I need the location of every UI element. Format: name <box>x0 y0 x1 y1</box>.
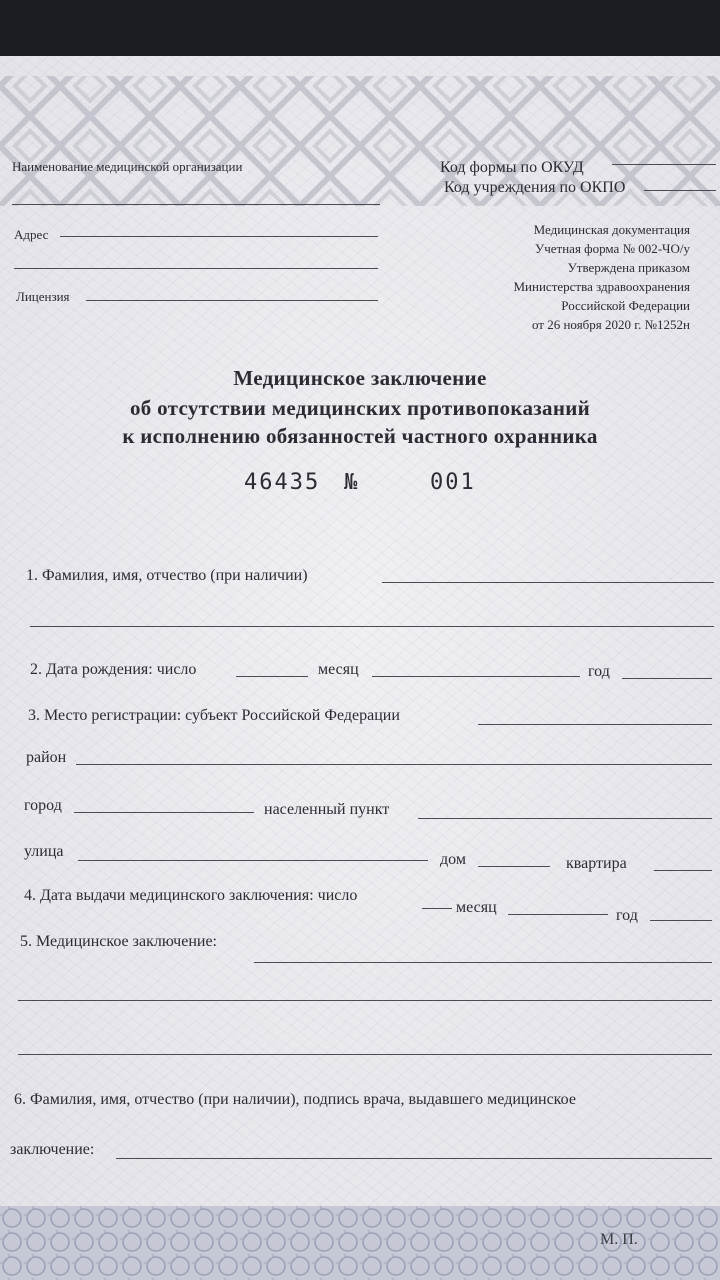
license-label: Лицензия <box>16 289 70 304</box>
conclusion-line-1[interactable] <box>254 962 712 963</box>
field-1-line[interactable] <box>382 582 714 583</box>
birth-month-label: месяц <box>318 661 359 678</box>
doc-number-sign: № <box>344 470 360 495</box>
birth-month-line[interactable] <box>372 676 580 677</box>
conclusion-line-3[interactable] <box>18 1054 712 1055</box>
field-6-label: 6. Фамилия, имя, отчество (при наличии), подпись врача, выдавшего медицинское <box>14 1091 576 1108</box>
issue-month-line[interactable] <box>508 914 608 915</box>
city-label: город <box>24 797 62 814</box>
address-line-2[interactable] <box>14 268 378 269</box>
address-line-1[interactable] <box>60 236 378 237</box>
birth-year-label: год <box>588 663 610 680</box>
form-sheet <box>0 56 720 1280</box>
field-1-label: 1. Фамилия, имя, отчество (при наличии) <box>26 567 308 584</box>
doc-info-line-2: Учетная форма № 002-ЧО/у <box>535 241 690 256</box>
issue-month-label: месяц <box>456 899 497 916</box>
doctor-signature-line[interactable] <box>116 1158 712 1159</box>
doc-number: 001 <box>430 470 476 495</box>
settlement-label: населенный пункт <box>264 801 390 818</box>
street-label: улица <box>24 843 64 860</box>
field-1-line-2[interactable] <box>30 626 714 627</box>
issue-year-line[interactable] <box>650 920 712 921</box>
district-label: район <box>26 749 67 766</box>
field-3-label: 3. Место регистрации: субъект Российской Федерации <box>28 707 400 724</box>
field-5-label: 5. Медицинское заключение: <box>20 933 217 950</box>
stamp-place-label: М. П. <box>600 1231 638 1248</box>
district-line[interactable] <box>76 764 712 765</box>
birth-day-line[interactable] <box>236 676 308 677</box>
okpo-line[interactable] <box>644 190 716 191</box>
org-name-label: Наименование медицинской организации <box>12 159 243 174</box>
address-label: Адрес <box>14 227 49 242</box>
conclusion-line-2[interactable] <box>18 1000 712 1001</box>
apartment-label: квартира <box>566 855 627 872</box>
doc-info-line-6: от 26 ноября 2020 г. №1252н <box>531 317 690 332</box>
okpo-label: Код учреждения по ОКПО <box>444 179 626 196</box>
field-2-label: 2. Дата рождения: число <box>30 661 197 678</box>
title-line-3: к исполнению обязанностей частного охранника <box>122 424 598 448</box>
house-label: дом <box>440 851 466 868</box>
doc-series: 46435 <box>244 470 321 495</box>
field-4-label: 4. Дата выдачи медицинского заключения: число <box>24 887 358 904</box>
doc-info-line-5: Российской Федерации <box>561 298 690 313</box>
title-line-1: Медицинское заключение <box>233 366 487 390</box>
okud-line[interactable] <box>612 164 716 165</box>
title-line-2: об отсутствии медицинских противопоказаний <box>129 396 591 420</box>
license-line[interactable] <box>86 300 378 301</box>
house-line[interactable] <box>478 866 550 867</box>
org-name-line[interactable] <box>12 204 380 205</box>
city-line[interactable] <box>74 812 254 813</box>
settlement-line[interactable] <box>418 818 712 819</box>
field-6-label-cont: заключение: <box>10 1141 95 1158</box>
apartment-line[interactable] <box>654 870 712 871</box>
doc-info-line-1: Медицинская документация <box>533 222 690 237</box>
birth-year-line[interactable] <box>622 678 712 679</box>
region-line[interactable] <box>478 724 712 725</box>
okud-label: Код формы по ОКУД <box>440 159 584 176</box>
document-info <box>514 220 691 334</box>
issue-day-line[interactable] <box>422 908 452 909</box>
doc-info-line-3: Утверждена приказом <box>567 260 690 275</box>
doc-info-line-4: Министерства здравоохранения <box>513 279 690 294</box>
street-line[interactable] <box>78 860 428 861</box>
issue-year-label: год <box>616 907 638 924</box>
